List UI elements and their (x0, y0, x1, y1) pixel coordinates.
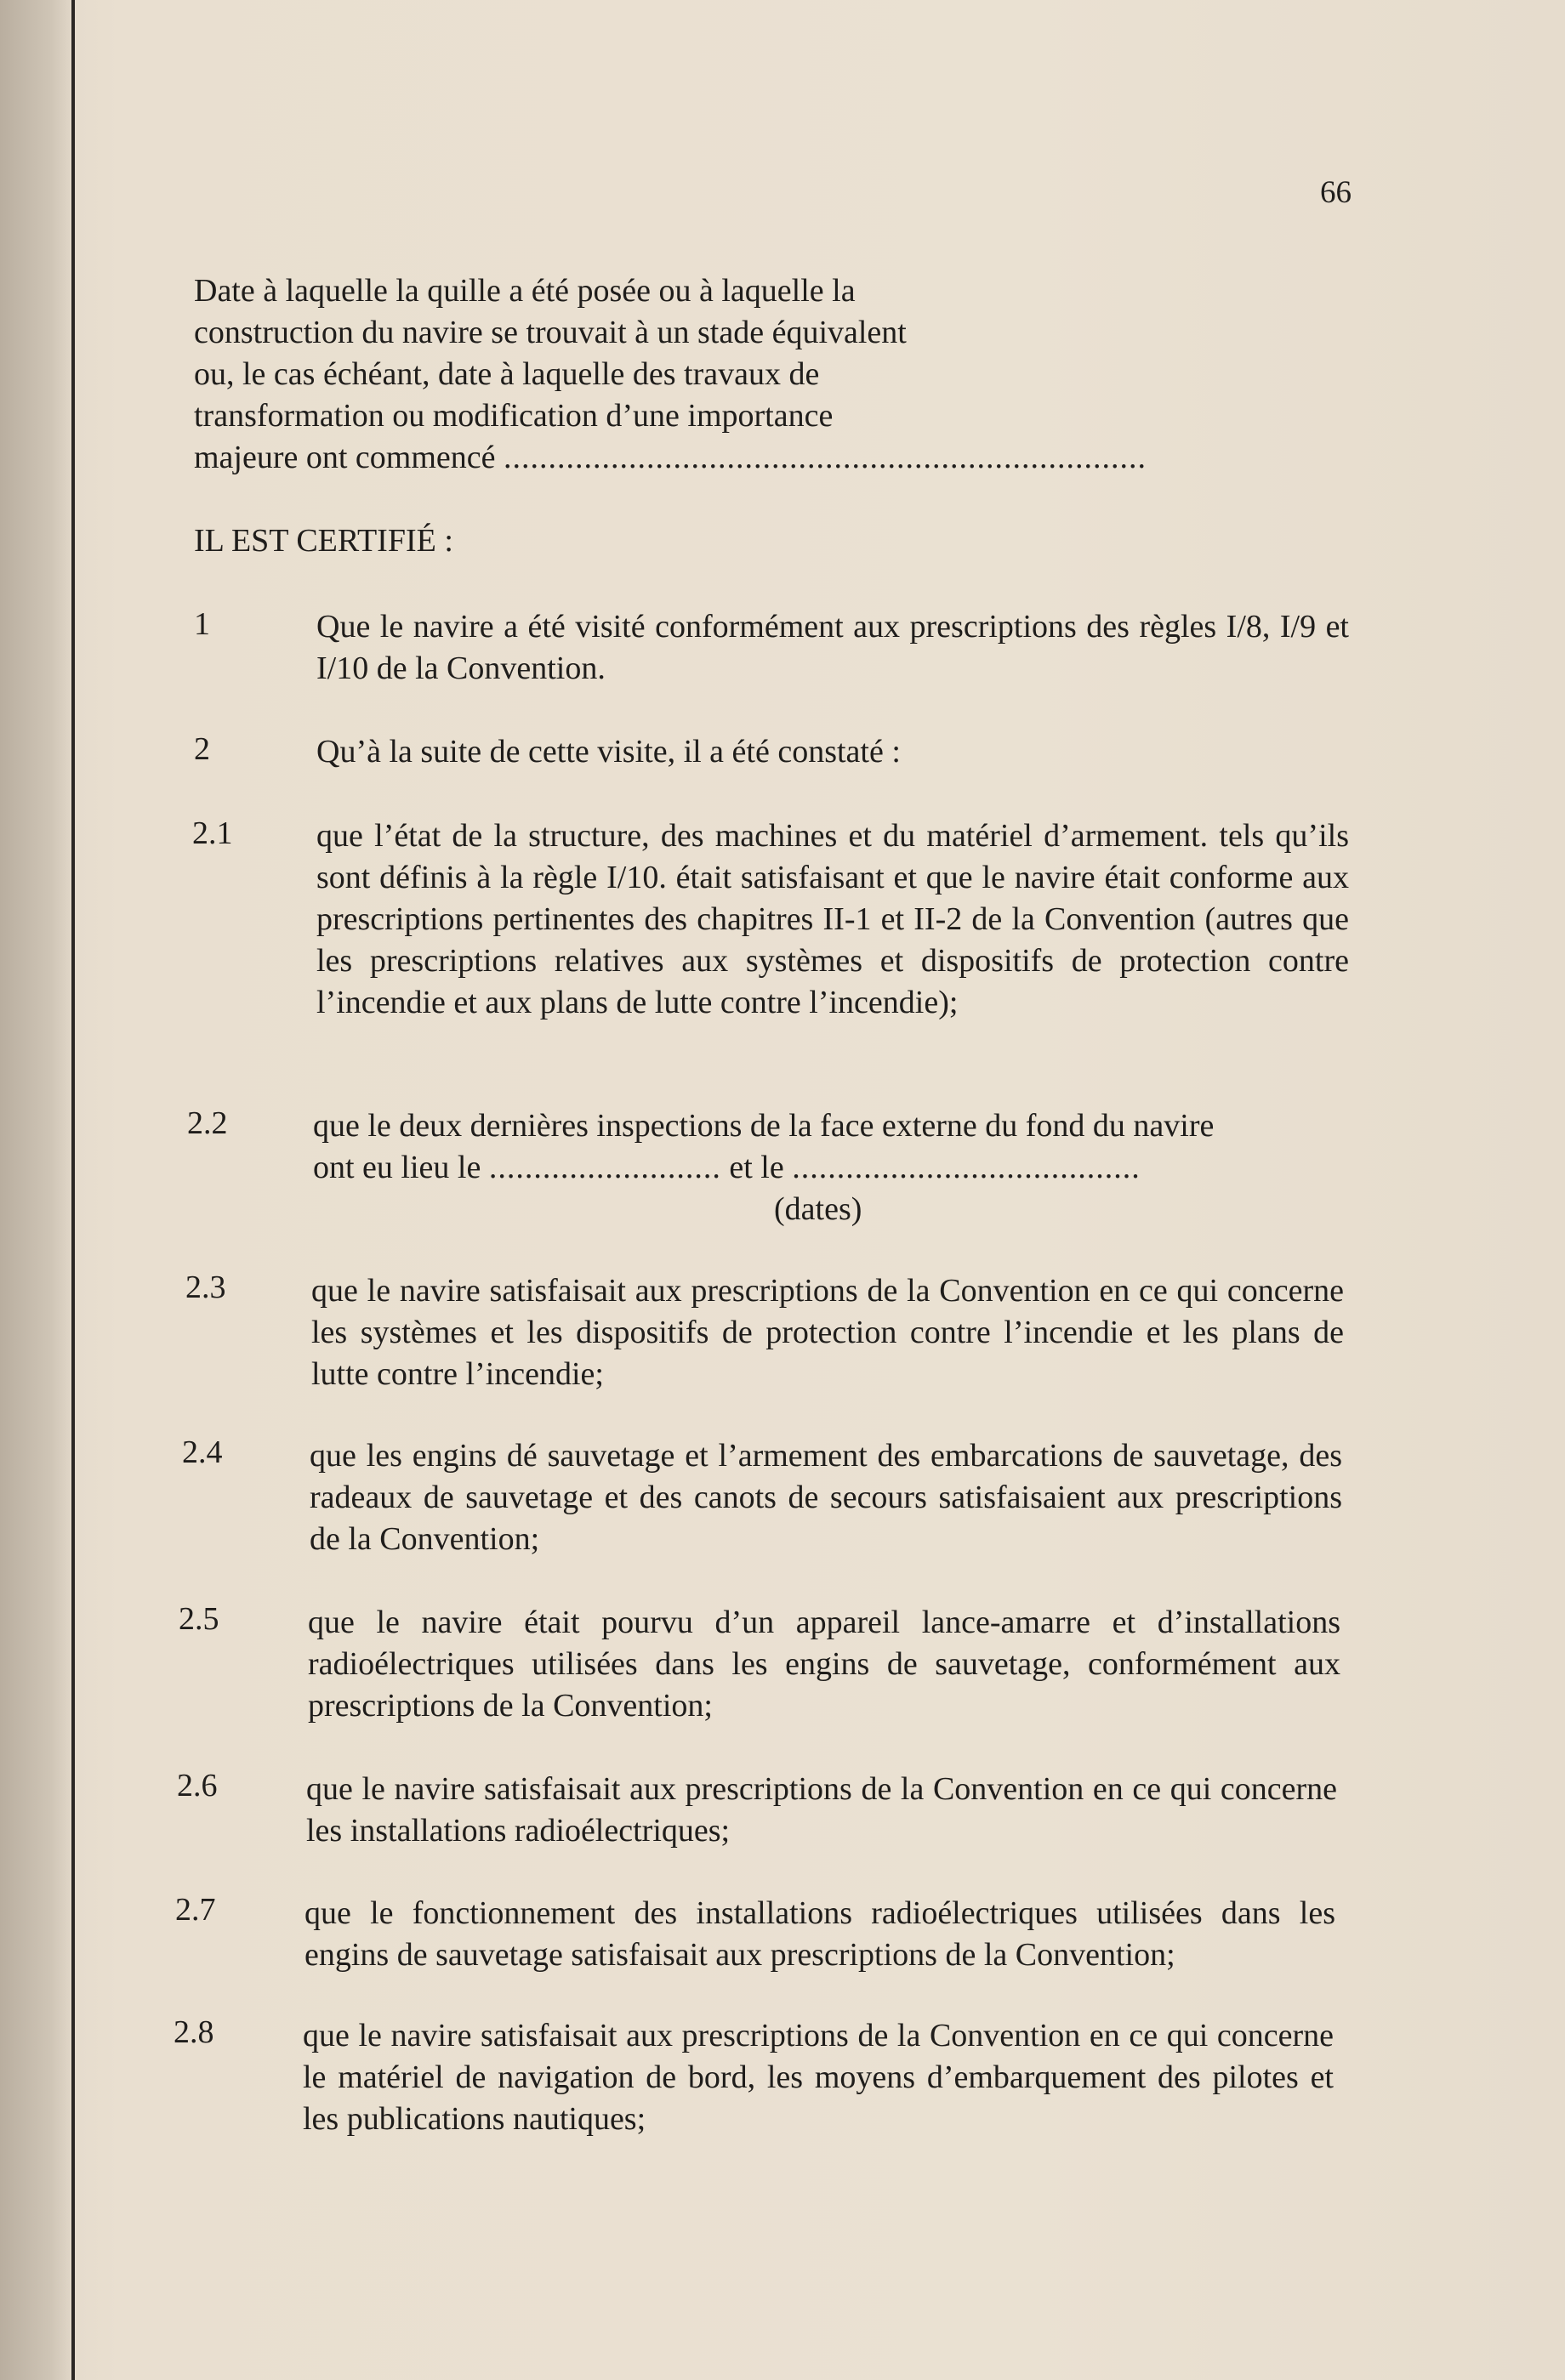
item-number-2: 2 (194, 731, 210, 767)
item-number-2-2: 2.2 (187, 1105, 228, 1141)
item-number-2-8: 2.8 (174, 2014, 214, 2050)
item-text-2: Qu’à la suite de cette visite, il a été constaté : (316, 734, 901, 770)
page-number: 66 (1320, 175, 1352, 210)
intro-last-line: majeure ont commencé (194, 440, 496, 475)
certifie-heading: IL EST CERTIFIÉ : (194, 523, 453, 559)
item-2-2-first-date-dots: .......................... (488, 1150, 721, 1185)
item-number-2-3: 2.3 (185, 1270, 226, 1305)
item-text-1: Que le navire a été visité conformément aux prescriptions des règles I/8, I/9 et I/10 de la Convention. (316, 609, 1349, 686)
intro-line-1: Date à laquelle la quille a été posée ou à laquelle la (194, 273, 856, 309)
intro-line-2: construction du navire se trouvait à un stade équivalent (194, 315, 907, 350)
intro-line-4: transformation ou modification d’une importance (194, 398, 834, 434)
item-2-2-dates-caption: (dates) (774, 1191, 862, 1227)
item-number-2-5: 2.5 (179, 1601, 219, 1637)
item-number-1: 1 (194, 606, 210, 642)
item-2-2-line-1: que le deux dernières inspections de la face externe du fond du navire (313, 1108, 1215, 1144)
item-text-2-8: que le navire satisfaisait aux prescriptions de la Convention en ce qui concerne le matériel de navigation de bord, les moyens d’embarquement des pilotes et les publications nautiques; (303, 2018, 1334, 2137)
item-2-2-first-date-label: ont eu lieu le (313, 1150, 481, 1185)
intro-line-3: ou, le cas échéant, date à laquelle des travaux de (194, 356, 820, 392)
binding-shadow (0, 0, 77, 2380)
item-text-2-7: que le fonctionnement des installations radioélectriques utilisées dans les engins de sauvetage satisfaisait aux prescriptions de la Convention; (304, 1895, 1335, 1973)
item-text-2-3: que le navire satisfaisait aux prescriptions de la Convention en ce qui concerne les systèmes et les dispositifs de protection contre l’incendie et les plans de lutte contre l’incendie; (311, 1273, 1344, 1392)
intro-leader-dots: ........................................................................ (504, 440, 1147, 475)
item-2-2-second-date-dots: ....................................... (792, 1150, 1141, 1185)
item-number-2-4: 2.4 (182, 1434, 223, 1470)
intro-line-5 (194, 437, 1351, 479)
item-text-2-6: que le navire satisfaisait aux prescriptions de la Convention en ce qui concerne les installations radioélectriques; (306, 1771, 1337, 1849)
item-number-2-6: 2.6 (177, 1768, 218, 1803)
item-text-2-5: que le navire était pourvu d’un appareil lance-amarre et d’installations radioélectriques utilisées dans les engins de sauvetage, conformément aux prescriptions de la Convention; (308, 1605, 1340, 1724)
item-2-2-second-date-label: et le (729, 1150, 784, 1185)
item-text-2-1: que l’état de la structure, des machines et du matériel d’armement. tels qu’ils sont définis à la règle I/10. était satisfaisant et que le navire était conforme aux prescriptions pertinentes des chapitres II-1 et II-2 de la Convention (autres que les prescriptions relatives aux systèmes et dispositifs de protection contre l’incendie et aux plans de lutte contre l’incendie); (316, 818, 1349, 1020)
item-number-2-7: 2.7 (175, 1892, 216, 1928)
item-number-2-1: 2.1 (192, 815, 233, 851)
binding-edge-line (71, 0, 75, 2380)
item-2-2-line-2 (313, 1147, 1347, 1189)
item-text-2-4: que les engins dé sauvetage et l’armement des embarcations de sauvetage, des radeaux de sauvetage et des canots de secours satisfaisaient aux prescriptions de la Convention; (310, 1438, 1342, 1557)
